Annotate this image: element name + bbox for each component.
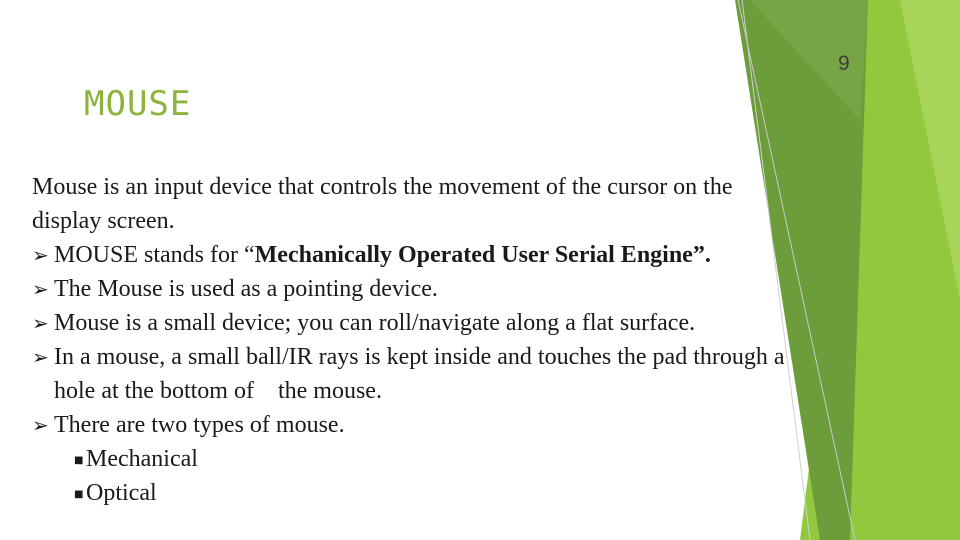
bullet-text: The Mouse is used as a pointing device.	[54, 276, 438, 302]
bullet-item	[32, 306, 932, 340]
sub-item	[32, 442, 932, 476]
intro-line: Mouse is an input device that controls the movement of the cursor on the	[32, 174, 733, 200]
square-bullet-icon: ■	[74, 455, 84, 466]
bullet-item	[32, 272, 932, 306]
arrow-bullet-icon: ➢	[32, 277, 49, 301]
bullet-bold-text: Mechanically Operated User Serial Engine”.	[254, 242, 711, 268]
page-number: 9	[838, 52, 850, 75]
bullet-text: In a mouse, a small ball/IR rays is kept inside and touches the pad through a	[54, 344, 785, 370]
arrow-bullet-icon: ➢	[32, 413, 49, 437]
sub-item-text: Optical	[86, 480, 157, 506]
arrow-bullet-icon: ➢	[32, 243, 49, 267]
sub-item	[32, 476, 932, 510]
bullet-item	[32, 408, 932, 442]
slide-body	[32, 170, 932, 510]
slide-title: MOUSE	[84, 84, 192, 124]
arrow-bullet-icon: ➢	[32, 311, 49, 335]
intro-line: display screen.	[32, 208, 175, 234]
square-bullet-icon: ■	[74, 489, 84, 500]
sub-item-text: Mechanical	[86, 446, 198, 472]
arrow-bullet-icon: ➢	[32, 345, 49, 369]
bullet-text: There are two types of mouse.	[54, 412, 345, 438]
bullet-text: Mouse is a small device; you can roll/navigate along a flat surface.	[54, 310, 696, 336]
bullet-continuation: hole at the bottom of the mouse.	[54, 378, 382, 404]
bullet-item	[32, 340, 932, 374]
bullet-text: MOUSE stands for “	[54, 242, 255, 268]
bullet-item	[32, 238, 932, 272]
